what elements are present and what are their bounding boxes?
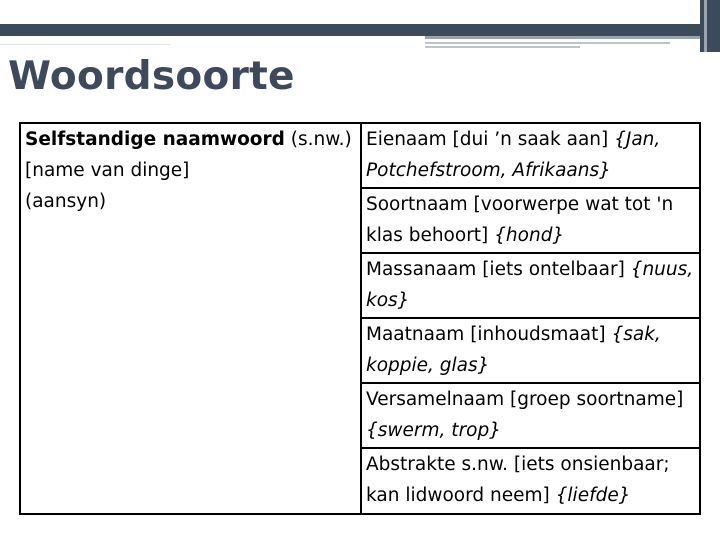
noun-type-name: Versamelnaam [groep soortname] xyxy=(366,389,684,410)
noun-type-cell xyxy=(361,123,700,188)
table-row xyxy=(20,123,700,188)
header-accent-line xyxy=(425,36,700,39)
noun-gloss: (aansyn) xyxy=(25,191,107,212)
header-accent-line xyxy=(425,42,670,44)
noun-term: Selfstandige naamwoord xyxy=(25,129,285,150)
noun-type-examples: {swerm, trop} xyxy=(366,420,502,441)
noun-type-name: Massanaam [iets ontelbaar] xyxy=(366,259,631,280)
noun-type-name: Soortnaam [voorwerpe wat tot 'n klas behoort] xyxy=(366,194,674,246)
noun-type-examples: {liefde} xyxy=(555,485,631,506)
header-corner-stripe xyxy=(704,0,707,52)
noun-description: [name van dinge] xyxy=(25,160,190,181)
noun-type-examples: {nuus, kos} xyxy=(366,259,694,311)
noun-type-cell xyxy=(361,318,700,383)
header-divider xyxy=(0,44,170,45)
noun-type-cell xyxy=(361,253,700,318)
noun-type-examples: {sak, koppie, glas} xyxy=(366,324,661,376)
noun-type-name: Eienaam [dui ’n saak aan] xyxy=(366,129,615,150)
header-corner-block xyxy=(700,0,720,52)
header-bar xyxy=(0,24,700,36)
noun-type-name: Maatnaam [inhoudsmaat] xyxy=(366,324,612,345)
noun-term-line xyxy=(25,124,356,155)
noun-abbreviation: (s.nw.) xyxy=(284,129,352,150)
noun-type-cell xyxy=(361,383,700,448)
noun-type-cell xyxy=(361,188,700,253)
noun-types-table xyxy=(19,122,701,515)
noun-type-name: Abstrakte s.nw. [iets onsienbaar; kan lidwoord neem] xyxy=(366,454,670,506)
noun-type-examples: {Jan, Potchefstroom, Afrikaans} xyxy=(366,129,661,181)
noun-type-examples: {hond} xyxy=(494,225,565,246)
header-strip xyxy=(0,0,720,24)
page-title: Woordsoorte xyxy=(8,54,295,99)
noun-definition-cell xyxy=(20,123,361,514)
header-accent-line xyxy=(425,46,580,48)
noun-type-cell xyxy=(361,448,700,514)
